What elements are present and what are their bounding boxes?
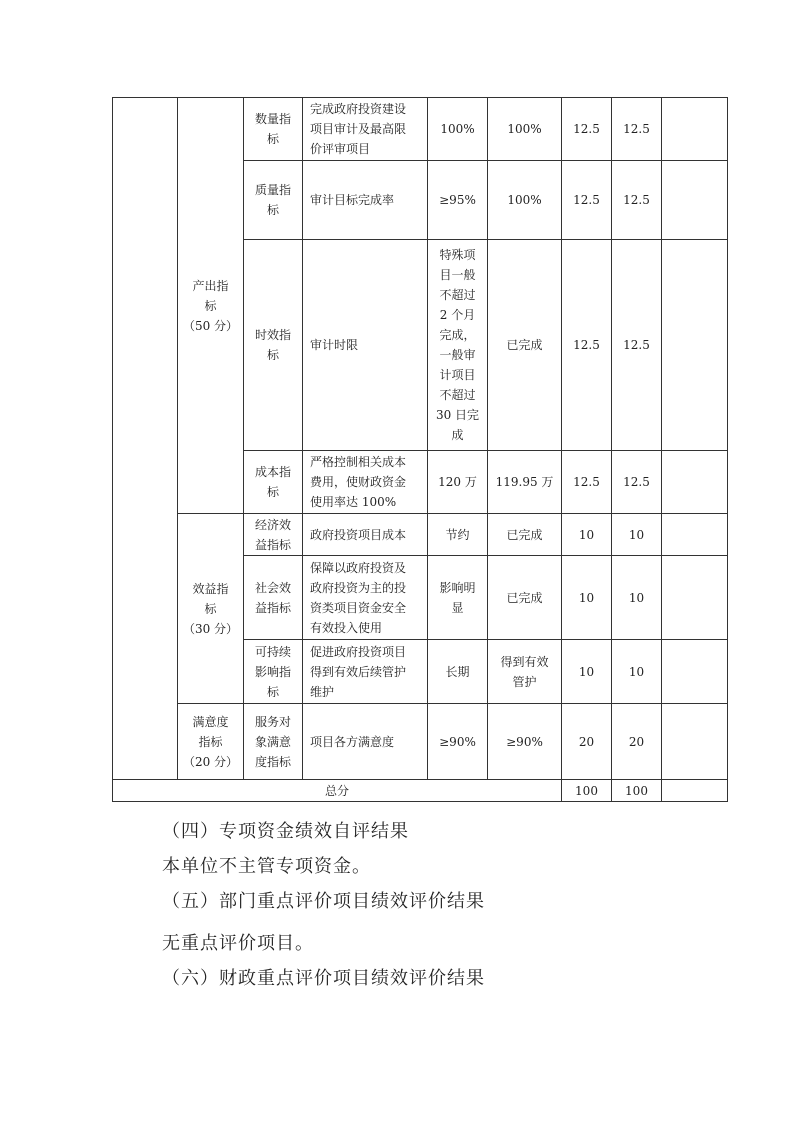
target-cell: 节约: [428, 514, 488, 556]
target-cell: 影响明 显: [428, 556, 488, 640]
target-cell: 100%: [428, 98, 488, 161]
indicator-cell: 数量指 标: [244, 98, 303, 161]
note-cell: [662, 451, 728, 514]
actual-cell: 100%: [488, 161, 562, 240]
indicator-cell: 质量指 标: [244, 161, 303, 240]
actual-cell: 得到有效 管护: [488, 640, 562, 704]
note-cell: [662, 161, 728, 240]
note-cell: [662, 640, 728, 704]
score-cell: 20: [612, 704, 662, 780]
indicator-cell: 成本指 标: [244, 451, 303, 514]
content-cell: 保障以政府投资及 政府投资为主的投 资类项目资金安全 有效投入使用: [303, 556, 428, 640]
indicator-cell: 经济效 益指标: [244, 514, 303, 556]
score-cell: 12.5: [612, 451, 662, 514]
target-cell: 120 万: [428, 451, 488, 514]
note-cell: [662, 514, 728, 556]
output-indicator-group-label: 产出指 标 （50 分）: [182, 278, 239, 333]
content-cell: 政府投资项目成本: [303, 514, 428, 556]
satisfaction-indicator-group-label: 满意度 指标 （20 分）: [182, 714, 239, 769]
section-heading-5: （五）部门重点评价项目绩效评价结果: [162, 891, 485, 912]
content-cell: 审计目标完成率: [303, 161, 428, 240]
weight-cell: 10: [562, 556, 612, 640]
indicator-cell: 时效指 标: [244, 240, 303, 451]
score-cell: 10: [612, 640, 662, 704]
weight-cell: 10: [562, 514, 612, 556]
note-cell: [662, 556, 728, 640]
note-cell: [662, 704, 728, 780]
actual-cell: ≥90%: [488, 704, 562, 780]
note-cell: [662, 98, 728, 161]
section-heading-4: （四）专项资金绩效自评结果: [162, 821, 409, 842]
score-cell: 12.5: [612, 240, 662, 451]
content-cell: 审计时限: [303, 240, 428, 451]
total-weight-cell: 100: [562, 780, 612, 802]
section-heading-6: （六）财政重点评价项目绩效评价结果: [162, 968, 485, 989]
score-cell: 12.5: [612, 161, 662, 240]
score-cell: 10: [612, 514, 662, 556]
actual-cell: 100%: [488, 98, 562, 161]
target-cell: 长期: [428, 640, 488, 704]
weight-cell: 12.5: [562, 240, 612, 451]
score-cell: 12.5: [612, 98, 662, 161]
actual-cell: 已完成: [488, 240, 562, 451]
performance-table: [112, 97, 728, 802]
weight-cell: 12.5: [562, 161, 612, 240]
target-cell: ≥90%: [428, 704, 488, 780]
content-cell: 项目各方满意度: [303, 704, 428, 780]
content-cell: 严格控制相关成本 费用，使财政资金 使用率达 100%: [303, 451, 428, 514]
weight-cell: 20: [562, 704, 612, 780]
section-body-4: 本单位不主管专项资金。: [162, 856, 371, 877]
actual-cell: 已完成: [488, 514, 562, 556]
weight-cell: 10: [562, 640, 612, 704]
table-row: [113, 98, 728, 161]
indicator-cell: 服务对 象满意 度指标: [244, 704, 303, 780]
actual-cell: 已完成: [488, 556, 562, 640]
target-cell: ≥95%: [428, 161, 488, 240]
first-level-indicator-cell: [113, 98, 178, 780]
total-label-cell: 总分: [113, 780, 562, 802]
indicator-cell: 可持续 影响指 标: [244, 640, 303, 704]
note-cell: [662, 240, 728, 451]
benefit-indicator-group-cell: [178, 514, 244, 704]
benefit-indicator-group-label: 效益指 标 （30 分）: [182, 581, 239, 636]
table-row: [113, 704, 728, 780]
actual-cell: 119.95 万: [488, 451, 562, 514]
total-row: [113, 780, 728, 802]
content-cell: 促进政府投资项目 得到有效后续管护 维护: [303, 640, 428, 704]
table-row: [113, 514, 728, 556]
score-cell: 10: [612, 556, 662, 640]
weight-cell: 12.5: [562, 451, 612, 514]
content-cell: 完成政府投资建设 项目审计及最高限 价评审项目: [303, 98, 428, 161]
section-body-5: 无重点评价项目。: [162, 933, 314, 954]
total-score-cell: 100: [612, 780, 662, 802]
satisfaction-indicator-group-cell: [178, 704, 244, 780]
weight-cell: 12.5: [562, 98, 612, 161]
output-indicator-group-cell: [178, 98, 244, 514]
target-cell: 特殊项 目一般 不超过 2 个月 完成， 一般审 计项目 不超过 30 日完 成: [428, 240, 488, 451]
indicator-cell: 社会效 益指标: [244, 556, 303, 640]
total-note-cell: [662, 780, 728, 802]
